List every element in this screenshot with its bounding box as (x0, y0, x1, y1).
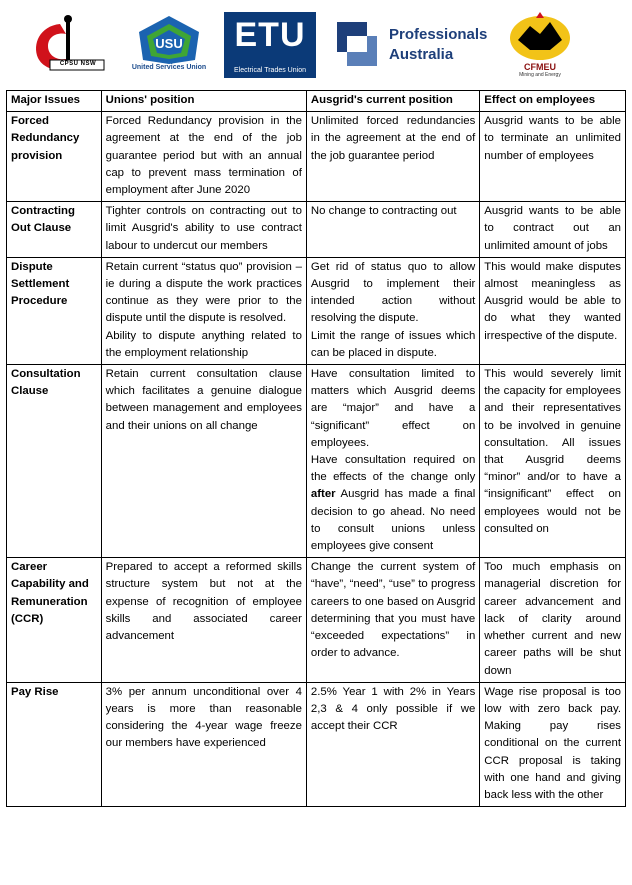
effect-cell: Ausgrid wants to be able to terminate an unlimited number of employees (480, 112, 626, 202)
effect-cell: This would make disputes almost meaningless as Ausgrid would be able to do what they wanted irrespective of the dispute. (480, 257, 626, 364)
header-unions-position: Unions' position (101, 91, 306, 112)
pa-line1: Professionals (389, 26, 488, 43)
union-logos-header (0, 0, 632, 90)
etu-logo-text: Electrical Trades Union (234, 67, 306, 74)
effect-cell: This would severely limit the capacity for employees and their representatives to be involved in genuine consultation. All issues that Ausgrid deems “minor” and/or to have a “insignificant” effect on employees would not be consulted on (480, 365, 626, 558)
issue-cell: Career Capability and Remuneration (CCR) (7, 558, 102, 682)
pa-line2: Australia (389, 46, 454, 63)
usu-logo-text: United Services Union (131, 64, 207, 71)
cfmeu-logo-text: CFMEU (524, 62, 556, 72)
cpsu-logo-text: CPSU NSW (59, 61, 97, 67)
ausgrid-cell: Change the current system of “have”, “need”, “use” to progress careers to one based on Ausgrid determining that you must have “exceeded expectations” in order to advance. (306, 558, 479, 682)
unions-cell (101, 257, 306, 364)
unions-cell: Tighter controls on contracting out to limit Ausgrid's ability to use contract labour to undercut our members (101, 202, 306, 258)
ausgrid-text: Have consultation required on the effects of the change only (310, 454, 476, 484)
table-header-row (7, 91, 626, 112)
ausgrid-cell (306, 257, 479, 364)
ausgrid-paragraph: Limit the range of issues which can be placed in dispute. (310, 329, 476, 359)
effect-cell: Wage rise proposal is too low with zero back pay. Making pay rises conditional on the current CCR proposal is taking with one hand and giving back less with the other (480, 682, 626, 806)
issue-cell: Dispute Settlement Procedure (7, 257, 102, 364)
issue-cell: Forced Redundancy provision (7, 112, 102, 202)
unions-cell: Prepared to accept a reformed skills structure system but not at the expense of recognition of employee skills and associated career advancement (101, 558, 306, 682)
usu-mark: USU (155, 36, 183, 51)
unions-cell: 3% per annum unconditional over 4 years is more than reasonable considering the 4-year wage freeze our members have experienced (101, 682, 306, 806)
unions-cell: Forced Redundancy provision in the agreement at the end of the job guarantee period but with an annual cap to prevent mass termination of employment after June 2020 (101, 112, 306, 202)
table-row (7, 558, 626, 682)
effect-cell: Too much emphasis on managerial discretion for career advancement and lack of clarity around whether current and new career paths will be shut down (480, 558, 626, 682)
unions-cell: Retain current consultation clause which facilitates a genuine dialogue between management and employees and their unions on all change (101, 365, 306, 558)
unions-paragraph: Retain current “status quo” provision – ie during a dispute the work practices continue as they were prior to the dispute until the dispute is resolved. (105, 260, 302, 325)
table-row (7, 112, 626, 202)
ausgrid-bold-text: after (310, 488, 336, 501)
header-ausgrid-position: Ausgrid's current position (306, 91, 479, 112)
professionals-australia-logo (337, 20, 487, 74)
ausgrid-paragraph: Have consultation limited to matters which Ausgrid deems are “major” and have a “significant” effect on employees. (310, 368, 476, 449)
effect-cell: Ausgrid wants to be able to contract out an unlimited amount of jobs (480, 202, 626, 258)
ausgrid-cell (306, 365, 479, 558)
table-row (7, 682, 626, 806)
ausgrid-cell: No change to contracting out (306, 202, 479, 258)
ausgrid-cell: Unlimited forced redundancies in the agreement at the end of the job guarantee period (306, 112, 479, 202)
table-row (7, 365, 626, 558)
pa-mark-icon (337, 22, 377, 66)
table-row (7, 202, 626, 258)
ausgrid-text: Ausgrid has made a final decision to go ahead. No need to consult unions unless employees give consent (310, 488, 476, 553)
issue-cell: Pay Rise (7, 682, 102, 806)
issue-cell: Consultation Clause (7, 365, 102, 558)
ausgrid-paragraph: Get rid of status quo to allow Ausgrid to implement their intended action without resolving the dispute. (310, 260, 476, 325)
table-row (7, 257, 626, 364)
issue-cell: Contracting Out Clause (7, 202, 102, 258)
ausgrid-cell: 2.5% Year 1 with 2% in Years 2,3 & 4 only possible if we accept their CCR (306, 682, 479, 806)
unions-paragraph: Ability to dispute anything related to the employment relationship (105, 329, 302, 359)
issues-table (6, 90, 626, 807)
header-major-issues: Major Issues (7, 91, 102, 112)
ausgrid-paragraph (311, 452, 475, 555)
header-effect-on-employees: Effect on employees (480, 91, 626, 112)
cfmeu-logo-subtext: Mining and Energy (519, 72, 561, 78)
etu-mark: ETU (234, 16, 306, 54)
etu-logo (224, 12, 316, 78)
cpsu-nsw-logo (30, 14, 108, 78)
